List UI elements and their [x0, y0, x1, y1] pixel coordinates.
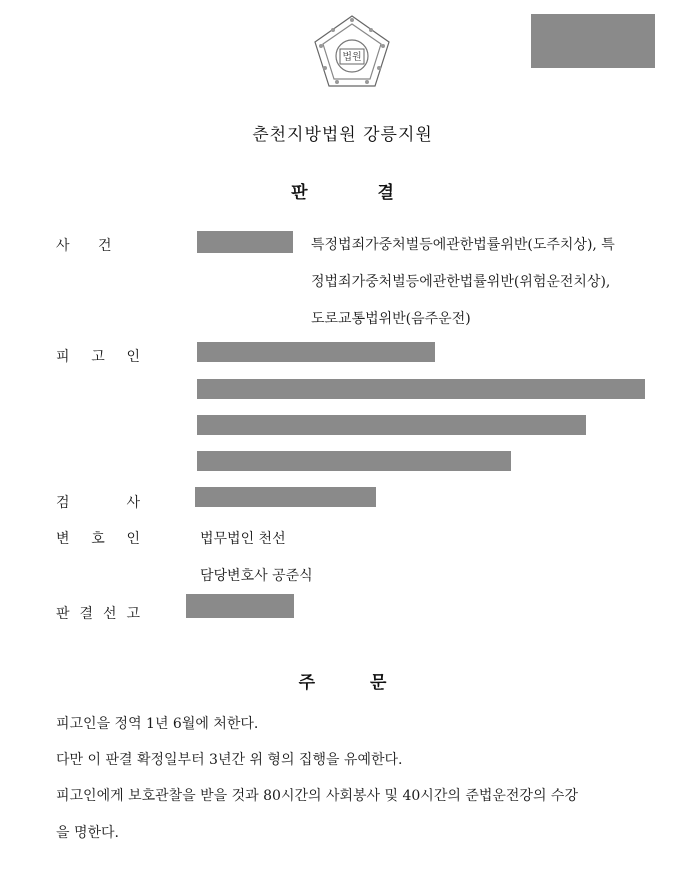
court-name: 춘천지방법원 강릉지원: [252, 125, 433, 145]
case-line-2: 정법죄가중처벌등에관한법률위반(위험운전치상),: [311, 274, 611, 290]
redacted-defendant-line: [197, 379, 645, 399]
court-seal-icon: [311, 12, 393, 90]
counsel-attorney: 담당변호사 공준식: [200, 568, 313, 584]
case-line-1: 특정법죄가중처벌등에관한법률위반(도주치상), 특: [311, 237, 615, 253]
redacted-sentencing-date: [186, 594, 294, 618]
order-line-3: 피고인에게 보호관찰을 받을 것과 80시간의 사회봉사 및 40시간의 준법운전강의 수강: [56, 788, 578, 804]
seal-text: 법원: [342, 52, 362, 63]
sentencing-label: 판 결 선 고: [56, 606, 140, 622]
document-title: 판결: [291, 183, 464, 203]
counsel-firm: 법무법인 천선: [200, 531, 286, 547]
order-line-2: 다만 이 판결 확정일부터 3년간 위 형의 집행을 유예한다.: [56, 752, 403, 768]
redacted-case-number: [531, 14, 655, 68]
case-label: 사 건: [56, 238, 112, 254]
redacted-case-id: [197, 231, 293, 253]
prosecutor-label: 검 사: [56, 495, 140, 511]
order-line-1: 피고인을 정역 1년 6월에 처한다.: [56, 716, 259, 732]
redacted-defendant-line: [197, 415, 586, 435]
redacted-defendant-line: [197, 451, 511, 471]
defendant-label: 피 고 인: [56, 349, 140, 365]
counsel-label: 변 호 인: [56, 531, 140, 547]
redacted-defendant-line: [197, 342, 435, 362]
redacted-prosecutor: [195, 487, 376, 507]
order-title: 주문: [298, 673, 442, 693]
case-line-3: 도로교통법위반(음주운전): [311, 311, 471, 327]
order-line-4: 을 명한다.: [56, 825, 119, 841]
